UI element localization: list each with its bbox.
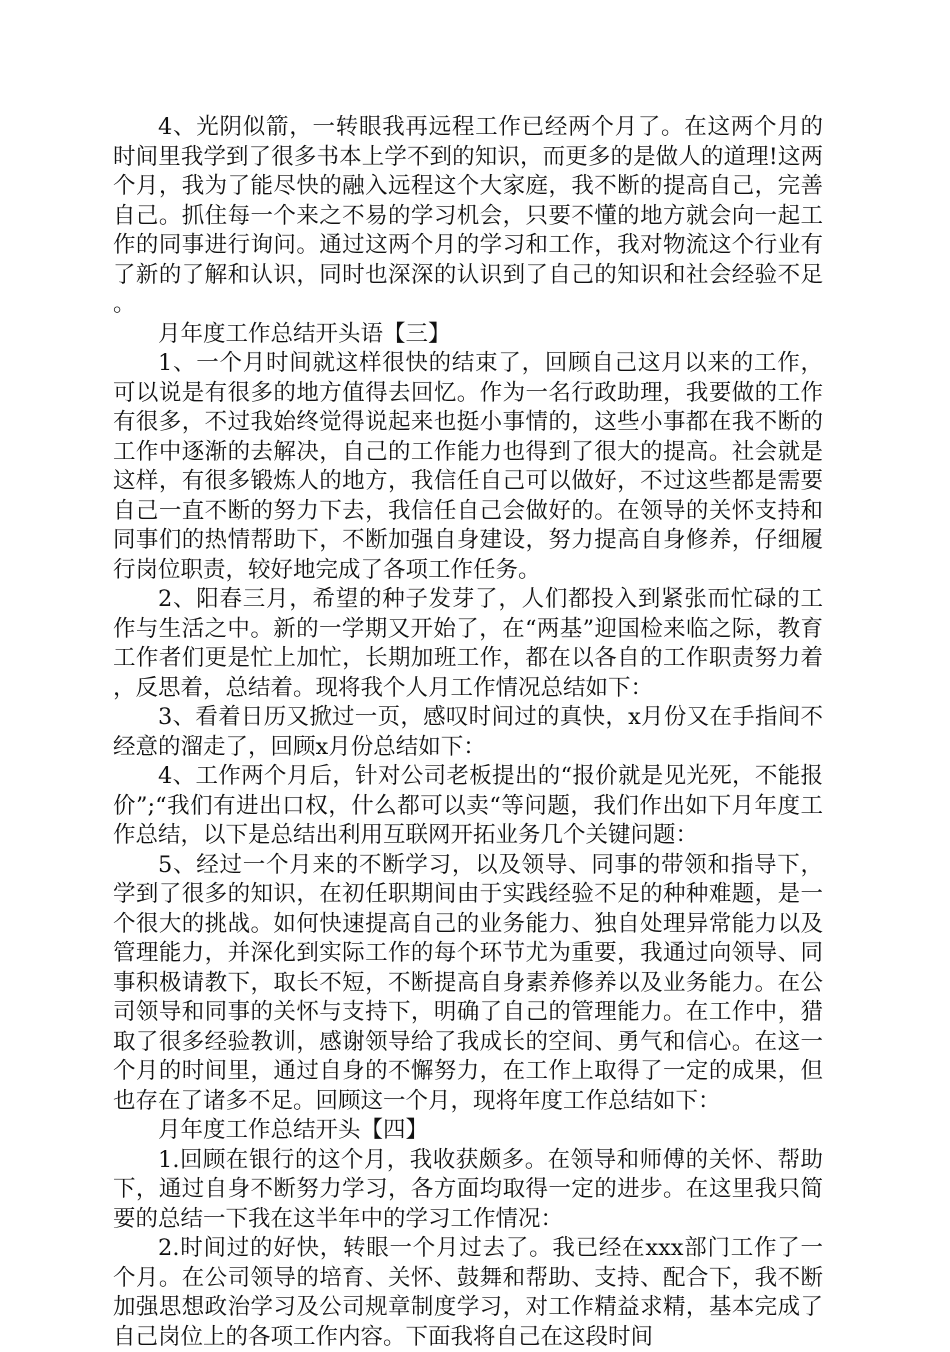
document-body <box>113 113 823 1352</box>
paragraph-2: 1、一个月时间就这样很快的结束了，回顾自己这月以来的工作，可以说是有很多的地方值得去回忆。作为一名行政助理，我要做的工作有很多，不过我始终觉得说起来也挺小事情的，这些小事都在我不断的工作中逐渐的去解决，自己的工作能力也得到了很大的提高。社会就是这样，有很多锻炼人的地方，我信任自己可以做好，不过这些都是需要自己一直不断的努力下去，我信任自己会做好的。在领导的关怀支持和同事们的热情帮助下，不断加强自身建设，努力提高自身修养，仔细履行岗位职责，较好地完成了各项工作任务。 <box>113 350 823 583</box>
paragraph-3: 2、阳春三月，希望的种子发芽了，人们都投入到紧张而忙碌的工作与生活之中。新的一学期又开始了，在“两基”迎国检来临之际，教育工作者们更是忙上加忙，长期加班工作，都在以各自的工作职责努力着，反思着，总结着。现将我个人月工作情况总结如下： <box>113 586 823 701</box>
paragraph-7: 1.回顾在银行的这个月，我收获颇多。在领导和师傅的关怀、帮助下，通过自身不断努力学习，各方面均取得一定的进步。在这里我只简要的总结一下我在这半年中的学习工作情况： <box>113 1146 823 1232</box>
paragraph-8: 2.时间过的好快，转眼一个月过去了。我已经在xxx部门工作了一个月。在公司领导的培育、关怀、鼓舞和帮助、支持、配合下，我不断加强思想政治学习及公司规章制度学习，对工作精益求精，基本完成了自己岗位上的各项工作内容。下面我将自己在这段时间 <box>113 1235 823 1350</box>
paragraph-4: 3、看着日历又掀过一页，感叹时间过的真快，x月份又在手指间不经意的溜走了，回顾x月份总结如下： <box>113 704 823 760</box>
section-heading-four: 月年度工作总结开头【四】 <box>158 1117 429 1143</box>
paragraph-6: 5、经过一个月来的不断学习，以及领导、同事的带领和指导下，学到了很多的知识，在初任职期间由于实践经验不足的种种难题，是一个很大的挑战。如何快速提高自己的业务能力、独自处理异常能力以及管理能力，并深化到实际工作的每个环节尤为重要，我通过向领导、同事积极请教下，取长不短，不断提高自身素养修养以及业务能力。在公司领导和同事的关怀与支持下，明确了自己的管理能力。在工作中，猎取了很多经验教训，感谢领导给了我成长的空间、勇气和信心。在这一个月的时间里，通过自身的不懈努力，在工作上取得了一定的成果，但也存在了诸多不足。回顾这一个月，现将年度工作总结如下： <box>113 851 823 1114</box>
section-heading-three: 月年度工作总结开头语【三】 <box>158 320 451 347</box>
paragraph-5: 4、工作两个月后，针对公司老板提出的“报价就是见光死，不能报价”;“我们有进出口权，什么都可以卖“等问题，我们作出如下月年度工作总结，以下是总结出利用互联网开拓业务几个关键问题： <box>113 763 823 848</box>
paragraph-1: 4、光阴似箭，一转眼我再远程工作已经两个月了。在这两个月的时间里我学到了很多书本上学不到的知识，而更多的是做人的道理!这两个月，我为了能尽快的融入远程这个大家庭，我不断的提高自己，完善自己。抓住每一个来之不易的学习机会，只要不懂的地方就会向一起工作的同事进行询问。通过这两个月的学习和工作，我对物流这个行业有了新的了解和认识，同时也深深的认识到了自己的知识和社会经验不足。 <box>113 114 823 317</box>
